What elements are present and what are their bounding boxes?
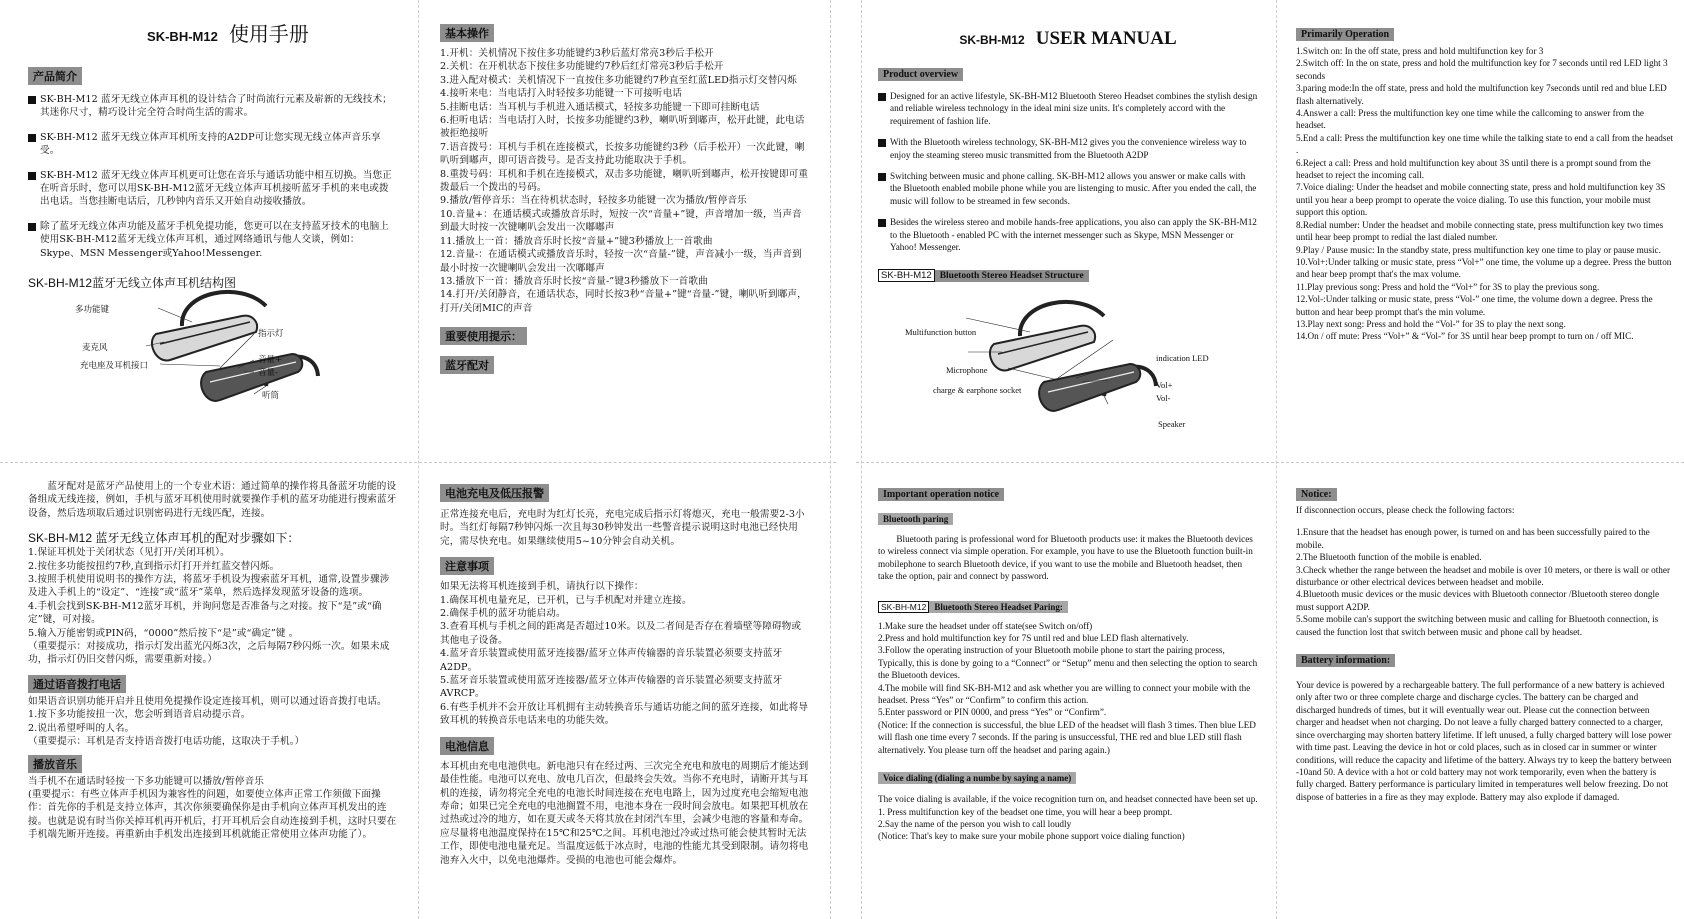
- cn-title: [58, 18, 398, 47]
- en-voice-heading: Voice dialing (dialing a numbe by saying a name): [878, 772, 1076, 784]
- en-primarily-item: 1.Switch on: In the off state, press and hold multifunction key for 3: [1296, 46, 1544, 56]
- cn-voice-heading: 通过语音拨打电话: [28, 675, 126, 693]
- cn-basic-item: 10.音量+：在通话模式或播放音乐时，短按一次“音量+”键，声音增加一级，当声音到最大时按一次键喇叭会发出一次嘟嘟声: [440, 208, 802, 234]
- cn-battery-heading: 电池充电及低压报警: [440, 484, 549, 502]
- en-primarily-item: 9.Play / Pause music: In the standby state, press multifunction key one time to play or pause music.: [1296, 244, 1661, 255]
- en-notice-item: 5.Some mobile can's support the switching between music and calling for Bluetooth connection, is caused the function lost that switch between music and phone call by headset.: [1296, 614, 1659, 637]
- cn-battery-text: 正常连接充电后，充电时为红灯长亮，充电完成后指示灯将熄灭，充电一般需要2-3小时。当红灯每隔7秒钟闪烁一次且每30秒钟发出一些警音提示说明这时电池已经快用完，需尽快充电。如果继续使用5~10分钟会自动关机。: [440, 509, 805, 547]
- en-label-speaker: Speaker: [1158, 419, 1186, 429]
- en-label-vol-down: Vol-: [1156, 393, 1171, 403]
- cn-basic-item: 5.挂断电话：当耳机与手机进入通话模式，轻按多功能键一下即可挂断电话: [440, 101, 760, 113]
- cn-pairing-steps-title: SK-BH-M12 蓝牙无线立体声耳机的配对步骤如下：: [28, 531, 300, 546]
- cn-basic-item: 1.开机：关机情况下按住多功能键约3秒后蓝灯常亮3秒后手松开: [440, 48, 714, 59]
- cn-headset-upper: [152, 316, 257, 361]
- cn-pairing-step: （重要提示：对接成功，指示灯发出蓝光闪烁3次，之后每隔7秒闪烁一次。如果未成功，指示灯仍旧交替闪烁，需要重新对接。）: [28, 641, 390, 666]
- fold-line-h-left: [0, 462, 836, 463]
- cn-intro-heading: 产品简介: [28, 67, 82, 85]
- en-panel-primarily: [1296, 22, 1674, 460]
- en-headset-upper: [990, 326, 1095, 371]
- en-overview-heading: Product overview: [878, 68, 963, 81]
- cn-basic-item: 14.打开/关闭静音，在通话状态，同时长按3秒“音量+”键“音量-”键，喇叭听到嘟声，打开/关闭MIC的声音: [440, 289, 807, 314]
- en-notice-list: [1296, 526, 1674, 638]
- cn-title-text: 使用手册: [228, 22, 309, 46]
- en-title-text: USER MANUAL: [1035, 28, 1177, 49]
- en-label-microphone: Microphone: [946, 365, 988, 375]
- en-notice-intro: If disconnection occurs, please check the following factors:: [1296, 505, 1515, 515]
- en-notice-item: 4.Bluetooth music devices or the music devices with Bluetooth connector /Bluetooth stereo dongle must support A2DP.: [1296, 589, 1660, 612]
- en-headset-lower: [1039, 364, 1140, 411]
- en-primarily-item: 11.Play previous song: Press and hold the “Vol+” for 3S to play the previous song.: [1296, 281, 1600, 292]
- en-primarily-item: 14.On / off mute: Press “Vol+” & “Vol-” for 3S until hear beep prompt to turn on / off MIC.: [1296, 331, 1634, 342]
- en-structure-title: Bluetooth Stereo Headset Structure: [935, 270, 1089, 282]
- en-panel-important: [878, 482, 1258, 912]
- cn-pairing-step: 1.保证耳机处于关闭状态（见打开/关闭耳机）。: [28, 547, 230, 559]
- en-panel-notice: [1296, 482, 1674, 912]
- en-label-charge-socket: charge & earphone socket: [933, 385, 1022, 395]
- cn-pairing-step: 2.按住多功能按扭约7秒,直到指示灯打开并红蓝交替闪烁。: [28, 560, 280, 572]
- cn-panel-basic: [440, 22, 810, 460]
- en-primarily-item: 12.Vol-:Under talking or music state, press “Vol-” one time, the volume down a degree. Press the button and hear beep prompt that's the min volume.: [1296, 294, 1653, 317]
- en-primarily-heading: Primarily Operation: [1296, 28, 1394, 41]
- cn-basic-item: 9.播放/暂停音乐：当在待机状态时，轻按多功能键一次为播放/暂停音乐: [440, 195, 747, 207]
- en-primarily-item: 6.Reject a call: Press and hold multifunction key about 3S until there is a prompt sound from the headset to reject the incoming call.: [1296, 157, 1651, 181]
- cn-basic-list: [440, 47, 810, 315]
- cn-basic-heading: 基本操作: [440, 24, 494, 42]
- cn-panel-pairing: [28, 480, 398, 912]
- en-important-heading: Important operation notice: [878, 488, 1004, 501]
- cn-basic-item: 4.接听来电：当电话打入时轻按多功能键一下可接听电话: [440, 88, 683, 100]
- cn-pairing-heading: 蓝牙配对: [440, 356, 494, 374]
- en-headset-diagram: [958, 292, 1158, 442]
- en-battery-text: Your device is powered by a rechargeable battery. The full performance of a new battery is achieved only after two or three complete charge and discharge cycles. The battery can be charged and discharged hundreds of times, but it will eventually wear out. Please cut the connection between charger and headset when not charging. Do not leave a fully charged battery connected to a charger, since overcharging may shorten battery lifetime. If left unused, a fully charged battery will lose power with time past. Leaving the device in hot or cold places, such as in closed car in summer or winter conditions, will reduce the capacity and lifetime of the battery. Always try to keep the battery between -10and 50. A device with a hot or cold battery may not work temporarily, even when the battery is fully charged. Battery performance is particulary limited in temperatures well below freezing. Do not dispose of batteries in a fire as they may explode. Battery may also explode if damaged.: [1296, 680, 1672, 802]
- en-primarily-list: [1296, 45, 1674, 343]
- cn-pairing-step: 4.手机会找到SK-BH-M12蓝牙耳机，并询问您是否准备与之对接。按下“是”或“确定”键，可对接。: [28, 600, 382, 626]
- cn-intro-item: SK-BH-M12 蓝牙无线立体声耳机的设计结合了时尚流行元素及崭新的无线技术；其迷你尺寸，精巧设计完全符合时尚生活的需求。: [28, 93, 398, 120]
- en-label-indication-led: indication LED: [1156, 353, 1209, 363]
- cn-label-microphone: 麦克风: [82, 343, 108, 353]
- en-headset-paring-text: 1.Make sure the headset under off state(see Switch on/off) 2.Press and hold multifunction key for 7S until red and blue LED flash alternatively. 3.Follow the operating instruction of your Bluetooth mobile phone to start the pairing process, Typically, this is done by going to a “Connect” or “Setup” menu and then selecting the option to search the Bluetooth devices. 4.The mobile will find SK-BH-M12 and ask whether you are willing to connect your mobile with the headset. Press “Yes” or “Confirm” to confirm this action. 5.Enter password or PIN 0000, and press “Yes” or “Confirm”. (Notice: If the connection is successful, the blue LED of the headset will flash 3 times. Then blue LED will flash one time every 7 seconds. If the paring is unsuccessful, THE red and blue LED still flash alternatively. You please turn off the headset and paring again.): [878, 620, 1258, 755]
- en-voice-text: The voice dialing is available, if the voice recognition turn on, and headset connected have been set up. 1. Press multifunction key of the beadset one time, you will hear a beep prompt. 2.Say the name of the person you wish to call loudly (Notice: That's key to make sure your mobile phone support voice dialing function): [878, 794, 1258, 842]
- cn-pairing-step: 3.按照手机使用说明书的操作方法，将蓝牙手机设为搜索蓝牙耳机，通常,设置步骤涉及进入手机上的“设定”、“连接”或“蓝牙”菜单，然后选择发现蓝牙设备的选项。: [28, 574, 390, 599]
- en-overview-item: With the Bluetooth wireless technology, SK-BH-M12 gives you the convenience wireless way to enjoy the steaming stereo music transmitted from the Bluetooth A2DP: [878, 136, 1258, 161]
- center-gap: [830, 0, 862, 919]
- cn-basic-item: 12.音量-：在通话模式或播放音乐时，轻按一次“音量-”键，声音减小一级，当声音到最小时按一次键喇叭会发出一次嘟嘟声: [440, 249, 802, 274]
- en-primarily-item: 7.Voice dialing: Under the headset and mobile connecting state, press and hold multifunction key 3S until you hear a beep prompt to operate the voice dialing. To use this function, your mobile must support this option.: [1296, 182, 1666, 218]
- cn-panel-battery: [440, 482, 810, 912]
- en-title-model: SK-BH-M12: [959, 33, 1025, 47]
- fold-line-3: [1276, 0, 1277, 919]
- cn-music-text: 当手机不在通话时轻按一下多功能键可以播放/暂停音乐 (重要提示：有些立体声手机因为兼容性的问题，如要使立体声正常工作须做下面操作：首先你的手机是支持立体声，其次你须要确保你是由手机向立体声耳机发出的连接。也就是说有时当你关掉耳机再开机后，打开耳机后会自动连接到手机，这时只要在手机端先断开连接。再重新由手机发出连接到耳机就能正常使用立体声功能了）。: [28, 775, 397, 841]
- cn-intro-item: 除了蓝牙无线立体声功能及蓝牙手机免提功能，您更可以在支持蓝牙技术的电脑上使用SK-BH-M12蓝牙无线立体声耳机，通过网络通讯与他人交谈，例如：Skype、MSN Messenger或Yahoo!Messenger.: [28, 220, 398, 260]
- en-label-vol-up: Vol+: [1156, 380, 1173, 390]
- en-notice-item: 3.Check whether the range between the headset and mobile is over 10 meters, or there is wall or other disturbance or other electrical devices between headset and mobile.: [1296, 564, 1671, 588]
- cn-basic-item: 2.关机：在开机状态下按住多功能键约7秒后红灯常亮3秒后手松开: [440, 61, 724, 73]
- en-overview-item: Designed for an active lifestyle, SK-BH-M12 Bluetooth Stereo Headset combines the stylish design and reliable wireless technology in the ideal mini size units. It's completely accord with the requirement of fashion life.: [878, 90, 1258, 127]
- cn-headset-diagram: [120, 282, 320, 432]
- en-primarily-item: 2.Switch off: In the on state, press and hold the multifunction key for 7 seconds until red LED light 3 seconds: [1296, 58, 1668, 81]
- en-paring-heading: Bluetooth paring: [878, 513, 953, 525]
- cn-title-model: SK-BH-M12: [147, 29, 218, 44]
- cn-label-speaker: 听筒: [262, 391, 280, 401]
- cn-important-heading: 重要使用提示：: [440, 327, 527, 345]
- en-notice-item: 2.The Bluetooth function of the mobile is enabled.: [1296, 552, 1482, 563]
- en-headset-paring-heading: Bluetooth Stereo Headset Paring:: [929, 601, 1068, 613]
- en-primarily-item: 3.paring mode:In the off state, press and hold the multifunction key 7seconds until red and blue LED flash alternatively.: [1296, 83, 1667, 106]
- cn-voice-text: 如果语音识别功能开启并且使用免提操作设定连接耳机，则可以通过语音拨打电话。 1.按下多功能按扭一次，您会听到语音启动提示音。 2.说出希望呼叫的人名。 （重要提示：耳机是否支持语音拨打电话功能，这取决于手机。）: [28, 695, 387, 748]
- cn-basic-item: 7.语音拨号：耳机与手机在连接模式，长按多功能键约3秒（后手松开）一次此键，喇叭听到嘟声，即可语音拨号。是否支持此功能取决于手机。: [440, 141, 805, 167]
- cn-music-heading: 播放音乐: [28, 755, 82, 773]
- cn-pairing-step: 5.输入万能密钥或PIN码，“0000”然后按下“是”或“确定”键 。: [28, 627, 299, 639]
- fold-line-1: [418, 0, 419, 919]
- cn-label-charge-socket: 充电座及耳机接口: [80, 361, 149, 371]
- en-headset-paring-model: SK-BH-M12: [878, 601, 929, 613]
- en-primarily-item: 13.Play next song: Press and hold the “Vol-” for 3S to play the next song.: [1296, 318, 1566, 329]
- cn-notes-heading: 注意事项: [440, 557, 494, 575]
- en-primarily-item: 5.End a call: Press the multifunction key one time while the talking state to end a call from the headset .: [1296, 132, 1674, 156]
- cn-cell-text: 本耳机由充电电池供电。新电池只有在经过两、三次完全充电和放电的周期后才能达到最佳性能。电池可以充电、放电几百次，但最终会失效。当你不充电时，请断开其与耳机的连接，请勿将完全充电的电池长时间连接在充电电路上，因为过度充电会缩短电池寿命；如果已完全充电的电池搁置不用，电池本身在一段时间会放电。如果把耳机放在过热或过冷的地方，如在夏天或冬天将其放在封闭汽车里，会减少电池的容量和寿命。应尽量将电池温度保持在15℃和25℃之间。耳机电池过冷或过热可能会使其暂时无法工作，即使电池电量充足。当温度远低于冰点时，电池的性能尤其受到限制。请勿将电池弃入火中，以免电池爆炸。受损的电池也可能会爆炸。: [440, 760, 809, 866]
- cn-intro-item: SK-BH-M12 蓝牙无线立体声耳机更可让您在音乐与通话功能中相互切换。当您正在听音乐时，您可以用SK-BH-M12蓝牙无线立体声耳机接听蓝牙手机的来电或拨出电话。当您挂断电话后，几秒钟内音乐又开始自动接收播放。: [28, 169, 398, 209]
- cn-pairing-intro: 蓝牙配对是蓝牙产品使用上的一个专业术语：通过简单的操作将具备蓝牙功能的设备组成无线连接，例如，手机与蓝牙耳机使用时就要操作手机的蓝牙功能进行搜索蓝牙设备，然后选项取后通过识别密码进行无线匹配，连接。: [28, 481, 397, 519]
- cn-label-vol-down: 音量-: [258, 368, 278, 378]
- cn-structure-title: SK-BH-M12蓝牙无线立体声耳机结构图: [28, 276, 237, 291]
- cn-label-multifunction: 多功能键: [75, 305, 110, 315]
- cn-basic-item: 11.播放上一首：播放音乐时长按“音量+”键3秒播放上一首歌曲: [440, 235, 713, 247]
- en-primarily-item: 4.Answer a call: Press the multifunction key one time while the callcoming to answer from the headset.: [1296, 108, 1645, 131]
- en-overview-item: Switching between music and phone calling. SK-BH-M12 allows you answer or make calls with the Bluetooth enabled mobile phone while you are listenging to music. After you ended the call, the music will follow to be streamed in few seconds.: [878, 170, 1258, 207]
- cn-label-indicator: 指示灯: [258, 329, 284, 339]
- cn-notes-text: 如果无法将耳机连接到手机，请执行以下操作： 1.确保耳机电量充足，已开机，已与手机配对并建立连接。 2.确保手机的蓝牙功能启动。 3.查看耳机与手机之间的距离是否超过10米。以及二者间是否存在着墙壁等障碍物或其他电子设备。 4.蓝牙音乐装置或使用蓝牙连接器/蓝牙立体声传输器的音乐装置必须要支持蓝牙A2DP。 5.蓝牙音乐装置或使用蓝牙连接器/蓝牙立体声传输器的音乐装置必须要支持蓝牙AVRCP。 6.有些手机并不会开放让耳机拥有主动转换音乐与通话功能之间的蓝牙连接，如此将导致耳机的转换音乐电话来电的功能失效。: [440, 581, 809, 727]
- en-battery-heading: Battery information:: [1296, 654, 1395, 667]
- cn-intro-item: SK-BH-M12 蓝牙无线立体声耳机所支持的A2DP可让您实现无线立体声音乐享受。: [28, 131, 398, 158]
- cn-cell-heading: 电池信息: [440, 737, 494, 755]
- en-primarily-item: 10.Vol+:Under talking or music state, press “Vol+” one time, the volume up a degree. Press the button and hear beep prompt that's the max volume.: [1296, 256, 1672, 280]
- en-label-multifunction: Multifunction button: [905, 327, 977, 337]
- fold-line-h-right: [856, 462, 1684, 463]
- cn-basic-item: 3.进入配对模式：关机情况下一直按住多功能键约7秒直至红蓝LED指示灯交替闪烁: [440, 74, 797, 86]
- cn-label-vol-up: 音量+: [258, 355, 283, 365]
- cn-basic-item: 8.重拨号码：耳机和手机在连接模式，双击多功能键，喇叭听到嘟声，松开按键即可重拨最后一个拨出的号码。: [440, 168, 809, 194]
- en-notice-item: 1.Ensure that the headset has enough power, is turned on and has been successfully paired to the mobile.: [1296, 527, 1650, 550]
- en-overview-item: Besides the wireless stereo and mobile hands-free applications, you also can apply the SK-BH-M12 to the Bluetooth - enabled PC with the internet messenger such as Skype, MSN Messenger or Yahoo! Messenger.: [878, 216, 1258, 253]
- cn-basic-item: 13.播放下一首：播放音乐时长按“音量-”键3秒播放下一首歌曲: [440, 275, 708, 287]
- en-notice-heading: Notice:: [1296, 488, 1337, 501]
- en-title: [878, 28, 1258, 50]
- en-paring-text: Bluetooth paring is professional word for Bluetooth products use: it makes the Bluetooth devices to wireless connect via simple operation. For example, you have to use the Bluetooth function built-in mobilephone to search Bluetooth device, if you want to use the mobile and Bluetooth headset, then take the option, pair and connect by password.: [878, 534, 1253, 582]
- en-structure-model: SK-BH-M12: [878, 269, 935, 282]
- en-primarily-item: 8.Redial number: Under the headset and mobile connecting state, press multifunction key two times until hear beep prompt to redial the last dialed number.: [1296, 219, 1664, 243]
- cn-basic-item: 6.拒听电话：当电话打入时，长按多功能键约3秒，喇叭听到嘟声，松开此键，此电话被拒绝接听: [440, 115, 805, 140]
